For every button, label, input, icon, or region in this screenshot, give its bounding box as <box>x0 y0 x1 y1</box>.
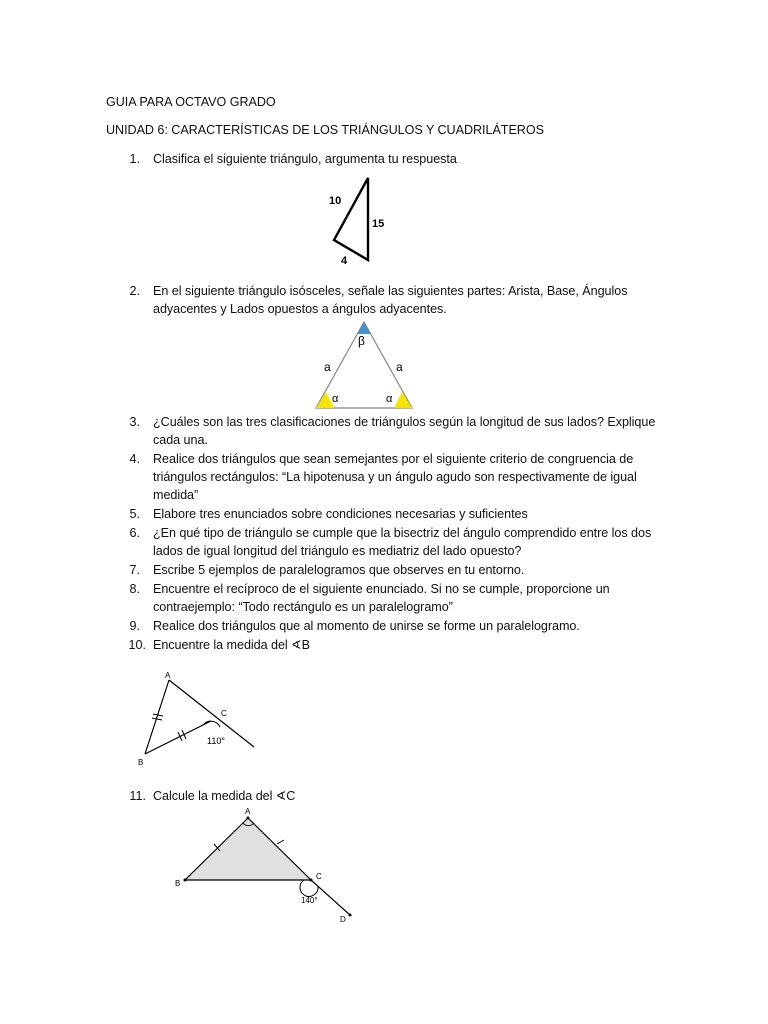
question-4-line-1: Realice dos triángulos que sean semejantes por el siguiente criterio de congruencia de <box>153 452 634 466</box>
figure-triangle-abc-140 <box>170 804 358 926</box>
question-number: 10. <box>128 638 146 652</box>
exterior-angle-arc <box>204 721 220 727</box>
figure-triangle-abc-110 <box>132 668 262 772</box>
question-4-line-3: medida” <box>153 488 199 502</box>
point-c <box>310 879 313 882</box>
left-side-label: a <box>324 360 331 374</box>
question-number: 8. <box>129 582 140 596</box>
question-6-line-2: lados de igual longitud del triángulo es mediatriz del lado opuesto? <box>153 544 522 558</box>
question-1-text: Clasifica el siguiente triángulo, argumenta tu respuesta <box>153 152 457 166</box>
question-number: 7. <box>129 563 140 577</box>
shaded-triangle <box>185 818 311 880</box>
question-2-line-1: En el siguiente triángulo isósceles, señale las siguientes partes: Arista, Base, Ángulos <box>153 284 628 298</box>
angle-110-label: 110° <box>207 736 225 746</box>
right-side-label: a <box>396 360 403 374</box>
question-number: 2. <box>129 284 140 298</box>
question-number: 1. <box>129 152 140 166</box>
question-9-text: Realice dos triángulos que al momento de unirse se forme un paralelogramo. <box>153 619 580 633</box>
vertex-a-label: A <box>165 671 171 680</box>
figure-isosceles-triangle <box>306 318 428 412</box>
side-bc <box>145 721 211 754</box>
question-8-line-1: Encuentre el recíproco de el siguiente enunciado. Si no se cumple, proporcione un <box>153 582 610 596</box>
side-label-15: 15 <box>372 218 385 230</box>
vertex-c-label: C <box>316 872 322 881</box>
question-3-line-2: cada una. <box>153 433 208 447</box>
exterior-angle-arc <box>300 880 318 896</box>
vertex-a-label: A <box>245 807 251 816</box>
question-11-text: Calcule la medida del ∢C <box>153 789 296 803</box>
triangle-shape <box>334 178 368 260</box>
vertex-c-label: C <box>221 709 227 718</box>
unit-title: UNIDAD 6: CARACTERÍSTICAS DE LOS TRIÁNGULOS Y CUADRILÁTEROS <box>106 123 544 137</box>
question-7-text: Escribe 5 ejemplos de paralelogramos que observes en tu entorno. <box>153 563 525 577</box>
question-number: 5. <box>129 507 140 521</box>
side-ab <box>145 680 169 754</box>
left-base-angle-label: α <box>332 393 339 405</box>
right-base-angle-marker <box>394 392 412 408</box>
question-number: 11. <box>129 789 146 803</box>
question-5-text: Elabore tres enunciados sobre condiciones necesarias y suficientes <box>153 507 528 521</box>
question-6-line-1: ¿En qué tipo de triángulo se cumple que la bisectriz del ángulo comprendido entre los dos <box>153 526 652 540</box>
apex-angle-marker <box>357 322 371 334</box>
side-label-10: 10 <box>329 195 342 207</box>
tick-mark <box>182 730 186 739</box>
point-a <box>247 817 250 820</box>
question-2-line-2: adyacentes y Lados opuestos a ángulos adyacentes. <box>153 302 447 316</box>
vertex-d-label: D <box>340 915 346 924</box>
question-number: 9. <box>129 619 140 633</box>
document-heading: GUIA PARA OCTAVO GRADO <box>106 95 276 109</box>
right-base-angle-label: α <box>386 393 393 405</box>
question-10-text: Encuentre la medida del ∢B <box>153 638 310 652</box>
question-number: 3. <box>129 415 140 429</box>
side-label-4: 4 <box>341 255 348 267</box>
question-3-line-1: ¿Cuáles son las tres clasificaciones de triángulos según la longitud de sus lados? Explique <box>153 415 656 429</box>
apex-angle-label: β <box>358 334 365 348</box>
tick-mark <box>277 840 284 844</box>
angle-140-label: 140° <box>301 896 318 905</box>
figure-triangle-1 <box>320 172 400 272</box>
vertex-b-label: B <box>175 879 181 888</box>
point-b <box>184 879 187 882</box>
vertex-b-label: B <box>138 758 144 767</box>
question-number: 6. <box>129 526 140 540</box>
point-d <box>349 914 352 917</box>
question-4-line-2: triángulos rectángulos: “La hipotenusa y un ángulo agudo son respectivamente de igual <box>153 470 637 484</box>
tick-mark <box>178 732 182 741</box>
question-8-line-2: contraejemplo: “Todo rectángulo es un paralelogramo” <box>153 600 453 614</box>
question-number: 4. <box>129 452 140 466</box>
